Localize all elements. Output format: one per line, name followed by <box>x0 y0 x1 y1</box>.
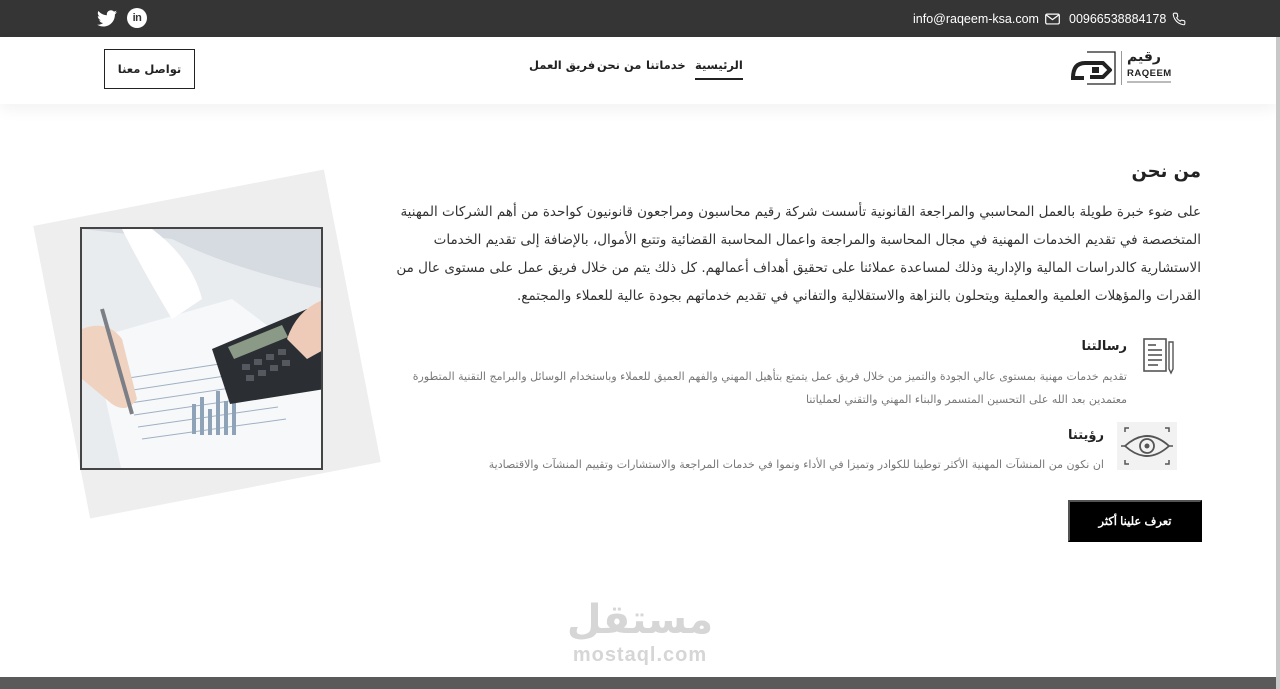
contact-us-button[interactable]: تواصل معنا <box>104 49 195 89</box>
logo-english-text: RAQEEM <box>1127 68 1172 79</box>
nav-team[interactable]: فريق العمل <box>529 58 596 72</box>
next-section-edge <box>0 677 1276 689</box>
nav-services[interactable]: خدماتنا <box>646 58 686 72</box>
about-photo <box>80 227 323 470</box>
logo-tagline-line <box>1127 81 1171 83</box>
vision-text: ان نكون من المنشآت المهنية الأكثر توطينا للكوادر وتميزا في الأداء ونموا في خدمات المراجعة والاستشارات وتقييم المنشآت والاقتصادية <box>488 458 1104 471</box>
mission-title: رسالتنا <box>1081 339 1127 354</box>
top-bar <box>0 0 1280 37</box>
page-scrollbar[interactable] <box>1276 37 1280 689</box>
nav-about[interactable]: من نحن <box>597 58 642 72</box>
site-logo[interactable] <box>1070 49 1172 89</box>
document-icon <box>1140 336 1174 376</box>
about-title: من نحن <box>1131 161 1201 182</box>
main-header <box>0 37 1276 104</box>
envelope-icon <box>1045 13 1060 25</box>
twitter-icon[interactable] <box>96 8 117 29</box>
email-text: info@raqeem-ksa.com <box>913 11 1039 26</box>
linkedin-icon[interactable]: in <box>127 8 147 28</box>
logo-mark-icon <box>1070 51 1116 85</box>
mission-text: تقديم خدمات مهنية بمستوى عالي الجودة والتميز من خلال فريق عمل يتمتع بتأهيل المهني والفهم العميق للعملاء وباستخدام الوسائل والبرامج التقنية المتطورة معتمدين بعد الله على التحسين المتسمر والبناء المهني والتقني لعملياتنا <box>412 370 1127 406</box>
logo-arabic-text: رقيم <box>1127 49 1161 65</box>
eye-icon <box>1117 422 1177 470</box>
contact-phone[interactable] <box>1069 0 1186 37</box>
learn-more-button[interactable]: تعرف علينا أكثر <box>1068 500 1202 542</box>
watermark-english: mostaql.com <box>572 644 708 666</box>
contact-email[interactable] <box>913 0 1060 37</box>
about-paragraph: على ضوء خبرة طويلة بالعمل المحاسبي والمراجعة القانونية تأسست شركة رقيم محاسبون ومراجعون قانونيون كواحدة من أهم الشركات المهنية المتخصصة في تقديم الخدمات المهنية في مجال المحاسبة والمراجعة واعمال المحاسبة القضائية وتتبع الأموال، بالإضافة إلى تقديم الخدمات الاستشارية كالدراسات المالية والإدارية وذلك لمساعدة عملائنا على تحقيق أهداف أعمالهم. كل ذلك يتم من خلال فريق عمل على مستوى عال من القدرات والمؤهلات العلمية والعملية ويتحلون بالنزاهة والاستقلالية والتفاني في تقديم خدماتهم بجودة عالية للعملاء والمجتمع. <box>396 204 1201 304</box>
logo-separator <box>1121 51 1122 85</box>
vision-title: رؤيتنا <box>1068 428 1104 443</box>
watermark-arabic: مستقل <box>566 597 714 643</box>
watermark <box>560 596 720 666</box>
phone-text: 00966538884178 <box>1069 11 1167 26</box>
phone-icon <box>1172 12 1186 26</box>
nav-home[interactable]: الرئيسية <box>695 58 743 80</box>
